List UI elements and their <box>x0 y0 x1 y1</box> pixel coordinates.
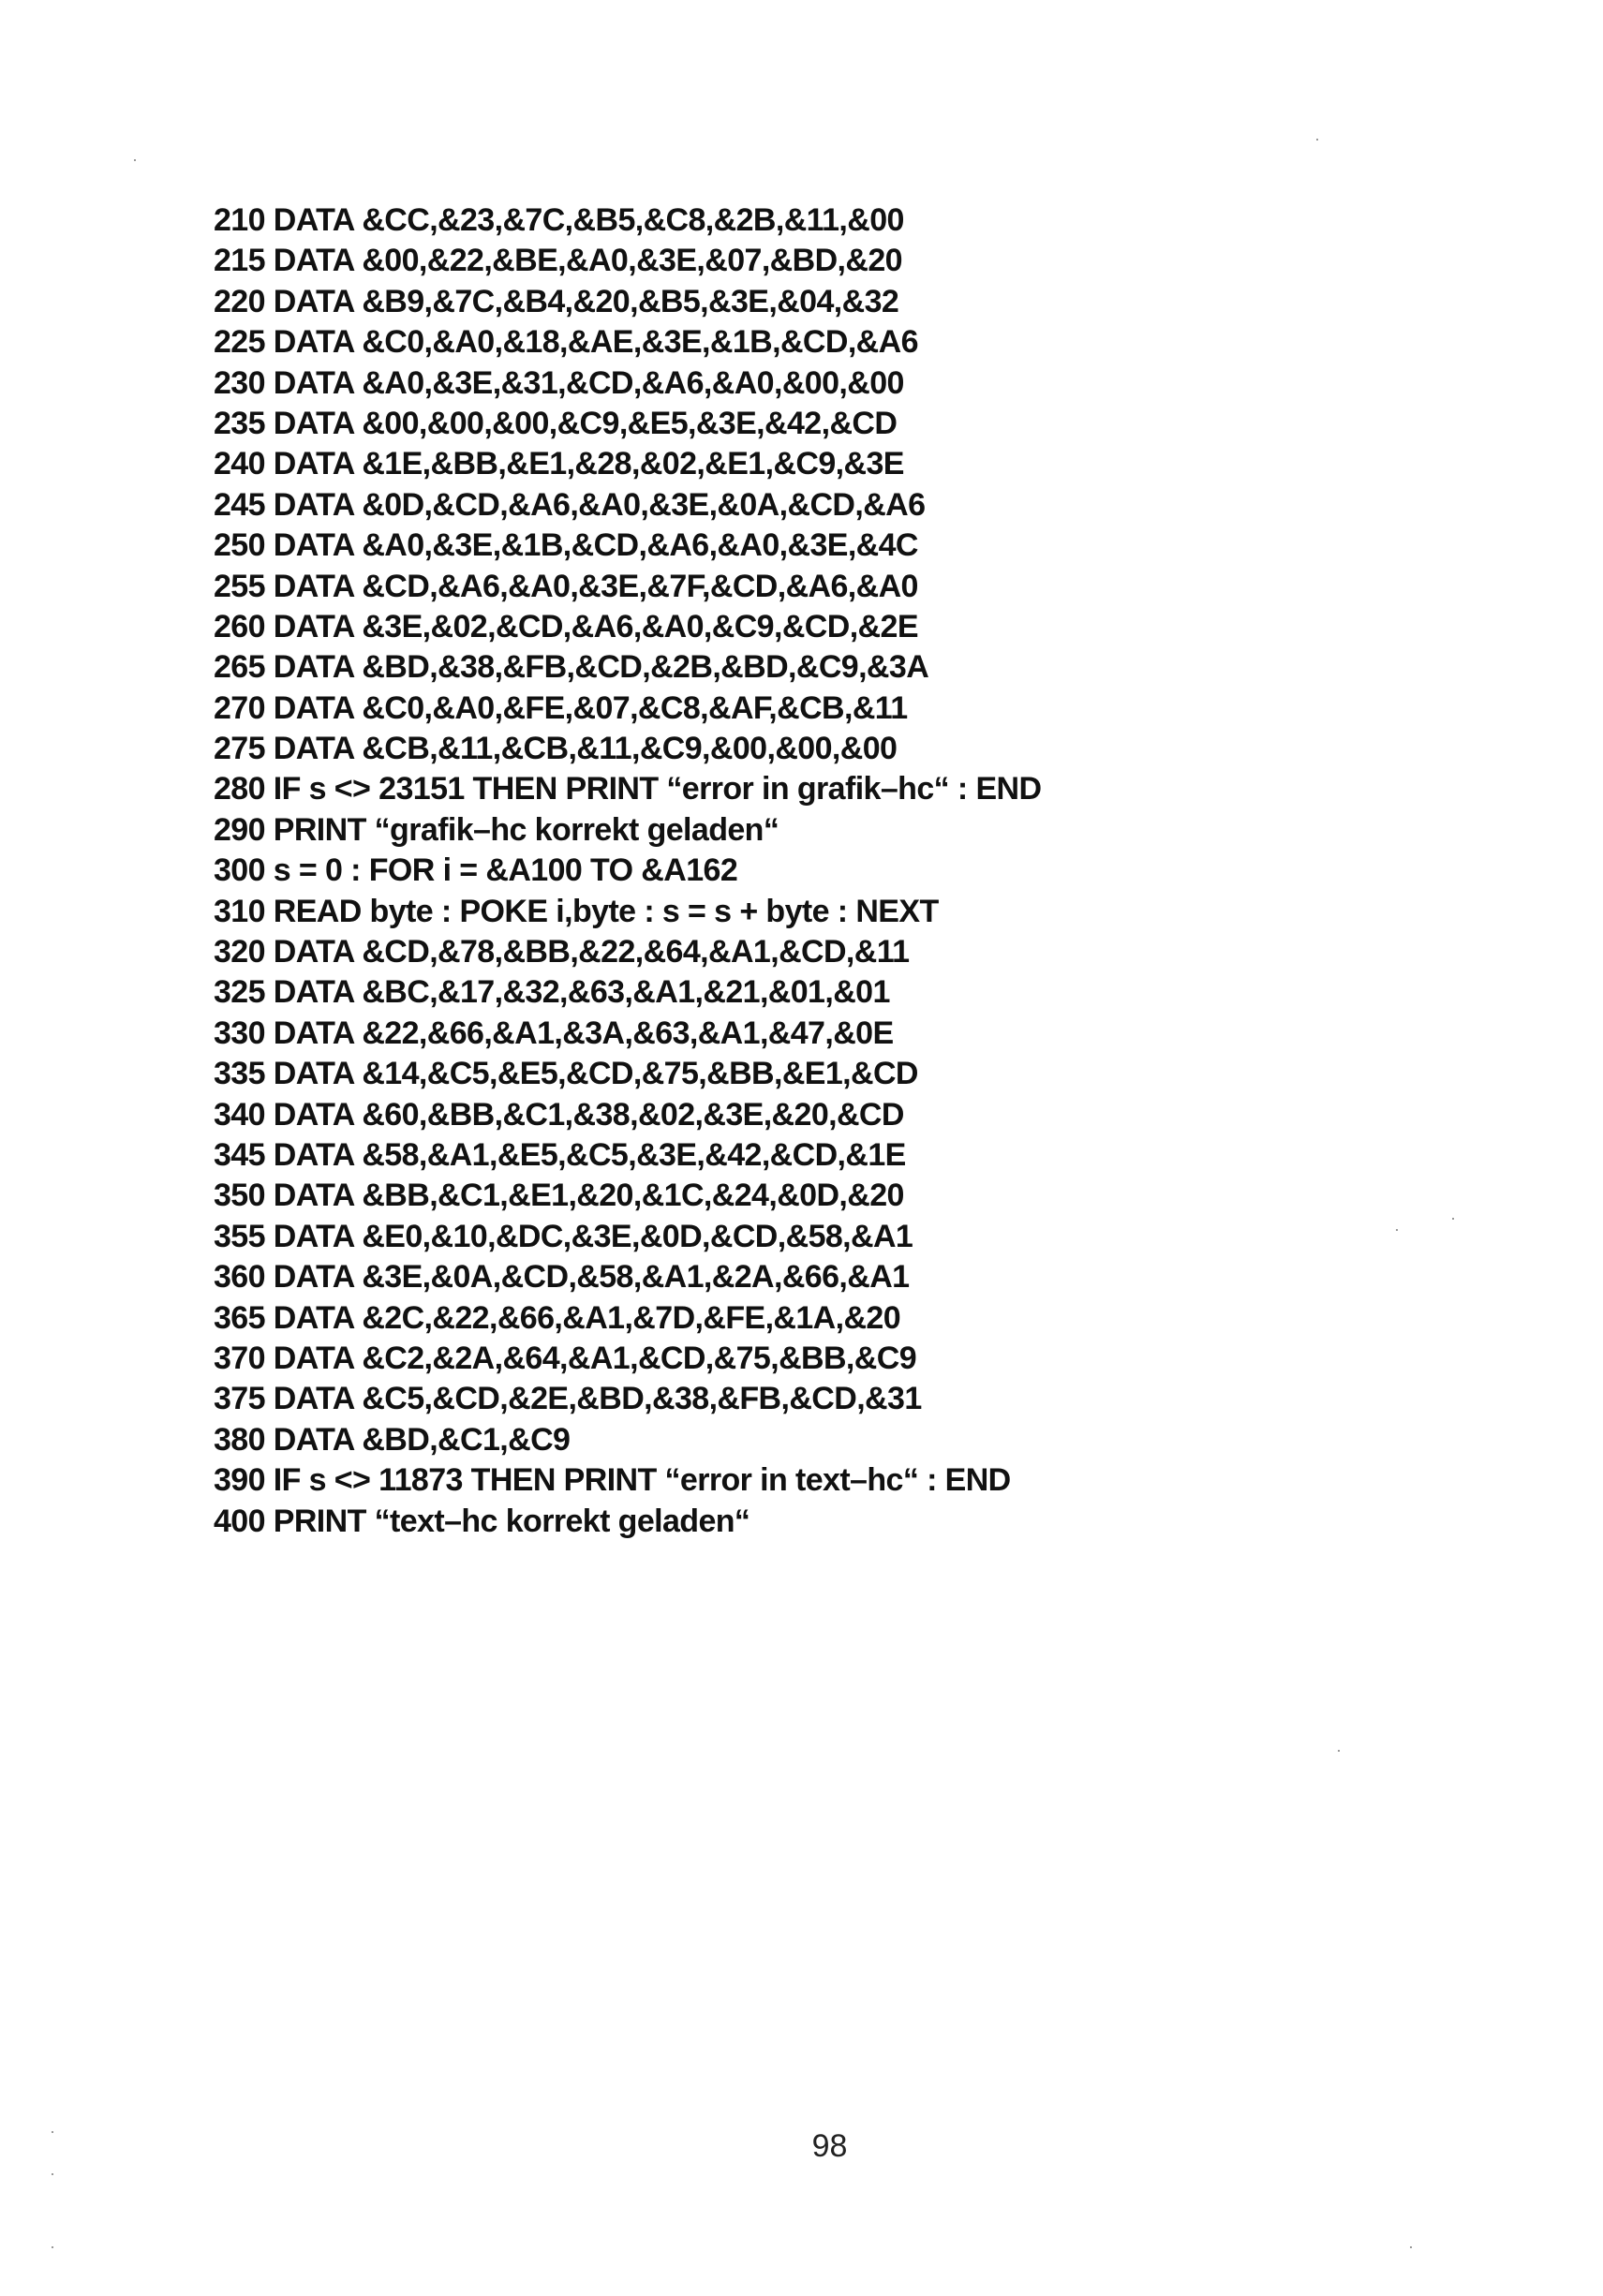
code-line: 300 s = 0 : FOR i = &A100 TO &A162 <box>214 852 738 889</box>
code-line: 320 DATA &CD,&78,&BB,&22,&64,&A1,&CD,&11 <box>214 934 910 970</box>
scan-speck <box>1410 2246 1412 2248</box>
code-line: 255 DATA &CD,&A6,&A0,&3E,&7F,&CD,&A6,&A0 <box>214 568 918 604</box>
page-number: 98 <box>811 2128 848 2164</box>
code-line: 250 DATA &A0,&3E,&1B,&CD,&A6,&A0,&3E,&4C <box>214 527 918 564</box>
code-line: 350 DATA &BB,&C1,&E1,&20,&1C,&24,&0D,&20 <box>214 1178 904 1214</box>
scan-speck <box>52 2246 53 2248</box>
code-line: 225 DATA &C0,&A0,&18,&AE,&3E,&1B,&CD,&A6 <box>214 324 918 361</box>
code-line: 270 DATA &C0,&A0,&FE,&07,&C8,&AF,&CB,&11 <box>214 689 908 726</box>
scan-speck <box>134 159 136 161</box>
code-line: 375 DATA &C5,&CD,&2E,&BD,&38,&FB,&CD,&31 <box>214 1381 922 1417</box>
code-line: 330 DATA &22,&66,&A1,&3A,&63,&A1,&47,&0E <box>214 1015 894 1051</box>
code-line: 345 DATA &58,&A1,&E5,&C5,&3E,&42,&CD,&1E <box>214 1136 906 1173</box>
scan-speck <box>1452 1218 1454 1220</box>
code-line: 275 DATA &CB,&11,&CB,&11,&C9,&00,&00,&00 <box>214 731 898 767</box>
code-line: 240 DATA &1E,&BB,&E1,&28,&02,&E1,&C9,&3E <box>214 446 904 482</box>
code-line: 380 DATA &BD,&C1,&C9 <box>214 1421 571 1458</box>
code-line: 235 DATA &00,&00,&00,&C9,&E5,&3E,&42,&CD <box>214 405 898 441</box>
code-line: 265 DATA &BD,&38,&FB,&CD,&2B,&BD,&C9,&3A <box>214 649 929 686</box>
code-line: 335 DATA &14,&C5,&E5,&CD,&75,&BB,&E1,&CD <box>214 1056 918 1092</box>
code-line: 210 DATA &CC,&23,&7C,&B5,&C8,&2B,&11,&00 <box>214 202 904 238</box>
code-line: 220 DATA &B9,&7C,&B4,&20,&B5,&3E,&04,&32 <box>214 283 899 319</box>
code-line: 340 DATA &60,&BB,&C1,&38,&02,&3E,&20,&CD <box>214 1096 904 1133</box>
code-line: 390 IF s <> 11873 THEN PRINT “error in text–hc“ : END <box>214 1462 1011 1499</box>
code-line: 215 DATA &00,&22,&BE,&A0,&3E,&07,&BD,&20 <box>214 243 902 279</box>
code-line: 310 READ byte : POKE i,byte : s = s + byte : NEXT <box>214 893 939 929</box>
code-line: 230 DATA &A0,&3E,&31,&CD,&A6,&A0,&00,&00 <box>214 364 904 401</box>
code-line: 355 DATA &E0,&10,&DC,&3E,&0D,&CD,&58,&A1 <box>214 1218 913 1254</box>
scan-speck <box>52 2131 53 2133</box>
code-line: 360 DATA &3E,&0A,&CD,&58,&A1,&2A,&66,&A1 <box>214 1259 910 1296</box>
scan-speck <box>1396 1229 1398 1231</box>
basic-program-listing <box>214 200 1432 1542</box>
code-line: 245 DATA &0D,&CD,&A6,&A0,&3E,&0A,&CD,&A6 <box>214 486 926 523</box>
code-line: 370 DATA &C2,&2A,&64,&A1,&CD,&75,&BB,&C9 <box>214 1340 916 1376</box>
code-line: 290 PRINT “grafik–hc korrekt geladen“ <box>214 811 779 848</box>
scan-speck <box>1338 1750 1340 1752</box>
code-line: 260 DATA &3E,&02,&CD,&A6,&A0,&C9,&CD,&2E <box>214 608 918 644</box>
scan-speck <box>1316 139 1318 141</box>
code-line: 325 DATA &BC,&17,&32,&63,&A1,&21,&01,&01 <box>214 974 890 1011</box>
code-line: 400 PRINT “text–hc korrekt geladen“ <box>214 1503 750 1539</box>
code-line: 280 IF s <> 23151 THEN PRINT “error in grafik–hc“ : END <box>214 771 1042 807</box>
scan-speck <box>52 2173 53 2175</box>
code-line: 365 DATA &2C,&22,&66,&A1,&7D,&FE,&1A,&20 <box>214 1299 901 1336</box>
